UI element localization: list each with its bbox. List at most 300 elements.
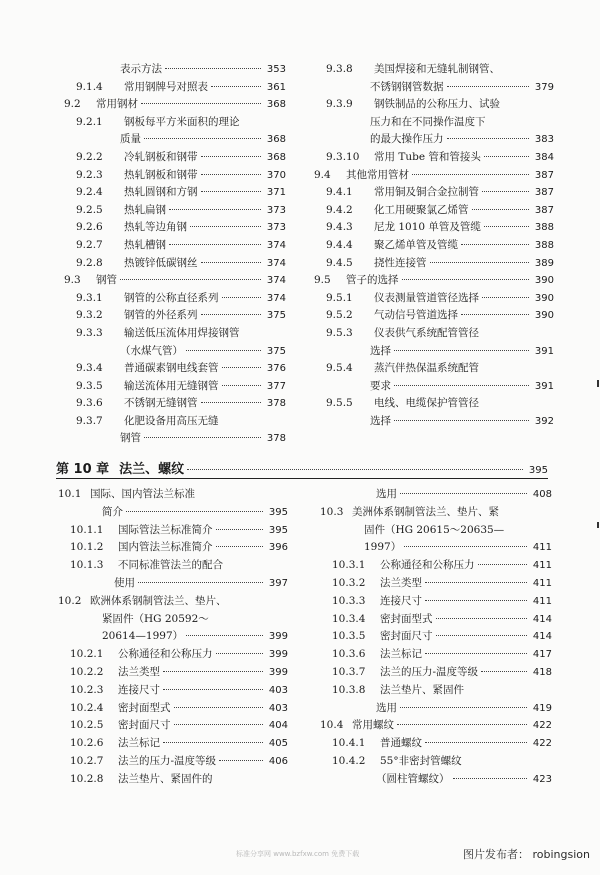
toc-entry-title: 尼龙 1010 单管及管缆 [374,221,481,234]
toc-entry-page: 374 [266,292,286,304]
toc-entry-number: 9.2.7 [76,238,103,251]
toc-entry [58,683,288,701]
toc-entry [64,203,286,221]
toc-entry-title: 法兰的压力-温度等级 [380,665,479,678]
toc-entry-number: 10.4.1 [332,737,366,750]
toc-column-ch9-left [64,62,286,449]
toc-entry-page: 388 [534,222,554,234]
toc-entry-number: 10.3.4 [332,612,366,625]
toc-entry-title: 化工用硬聚氯乙烯管 [374,203,469,216]
toc-entry-number: 9.2.5 [76,203,103,216]
toc-entry [64,291,286,309]
toc-entry-number: 9.3.8 [326,63,353,75]
toc-leader-dots [216,546,264,547]
toc-entry-title: 要求 [370,379,391,392]
toc-column-ch9-right [314,62,554,431]
toc-leader-dots [222,367,262,368]
toc-entry [314,97,554,115]
toc-entry-title: 仪表测量管道管径选择 [374,291,479,304]
toc-entry [314,291,554,309]
toc-entry [314,396,554,414]
toc-entry-page: 403 [268,702,288,714]
toc-entry-page: 396 [268,542,288,554]
toc-entry [64,379,286,397]
toc-leader-dots [481,671,527,672]
toc-entry-page: 374 [266,275,286,287]
toc-entry-page: 373 [266,204,286,216]
toc-entry-page: 374 [266,239,286,251]
toc-leader-dots [478,564,528,565]
toc-entry-number: 9.1.4 [76,80,103,93]
toc-entry-title: 常用螺纹 [352,719,394,732]
toc-entry-number: 10.4.2 [332,754,366,767]
toc-entry-title: 钢管的公称直径系列 [124,291,219,304]
toc-entry [58,612,288,630]
toc-leader-dots [163,671,263,672]
toc-leader-dots [141,103,261,104]
toc-entry-number: 10.2 [58,594,82,607]
toc-entry-page: 377 [266,380,286,392]
toc-entry-number: 10.2.3 [70,683,104,696]
toc-entry-number: 9.4.5 [326,256,353,269]
toc-entry-title: 热轧圆钢和方钢 [124,186,198,199]
toc-leader-dots [222,297,262,298]
toc-entry-title: 热轧钢板和钢带 [124,168,198,181]
toc-entry-page: 370 [266,169,286,181]
toc-entry-title: 蒸汽伴热保温系统配管 [374,362,479,375]
toc-entry [320,701,552,719]
toc-entry-number: 9.4.4 [326,238,353,251]
toc-entry-page: 361 [266,81,286,93]
toc-entry-title: 冷轧钢板和钢带 [124,150,198,163]
toc-leader-dots [219,760,263,761]
toc-leader-dots [174,724,264,725]
toc-entry-number: 9.2.8 [76,256,103,269]
toc-entry-title: 钢板每平方米面积的理论 [124,115,240,128]
toc-entry [314,80,554,98]
toc-entry-number: 9.4.2 [326,203,353,216]
toc-entry-number: 9.2.6 [76,221,103,234]
toc-entry-page: 368 [266,134,286,146]
toc-entry [58,558,288,576]
toc-entry-number: 9.3.5 [76,379,103,392]
page-edge-mark [597,380,599,387]
toc-leader-dots [186,350,261,351]
toc-leader-dots [163,689,263,690]
toc-entry [320,718,552,736]
toc-entry [320,540,552,558]
toc-entry-number: 10.3.5 [332,630,366,643]
toc-entry [314,203,554,221]
toc-leader-dots [472,209,530,210]
toc-entry-title: 法兰类型 [380,576,422,589]
toc-entry [64,132,286,150]
toc-entry-page: 411 [532,595,552,607]
toc-entry-number: 9.3.6 [76,397,103,410]
toc-entry-page: 368 [266,99,286,111]
toc-entry-title: 欧洲体系钢制管法兰、垫片、 [90,594,227,607]
toc-entry-title: 的最大操作压力 [370,133,444,146]
toc-entry-title: 20614—1997） [102,630,184,643]
toc-entry-title: 选择 [370,344,391,357]
toc-entry [314,273,554,291]
toc-entry-page: 399 [268,649,288,661]
toc-entry-title: 不锈钢无缝钢管 [124,397,198,410]
toc-entry [320,523,552,541]
toc-leader-dots [447,86,530,87]
toc-entry-title: 输送低压流体用焊接钢管 [124,326,240,339]
toc-entry [320,665,552,683]
toc-entry-title: 聚乙烯单管及管缆 [374,238,458,251]
toc-entry-page: 376 [266,363,286,375]
toc-entry-number: 10.1.2 [70,541,104,554]
toc-entry [58,736,288,754]
toc-entry-title: 热轧扁钢 [124,203,166,216]
toc-entry-number: 9.3.9 [326,98,353,111]
toc-leader-dots [394,420,529,421]
toc-entry-number: 9.3.2 [76,309,103,322]
toc-entry [320,754,552,772]
toc-entry-page: 390 [534,310,554,322]
toc-entry-title: 质量 [120,133,141,146]
toc-entry-page: 411 [532,542,552,554]
toc-entry-page: 389 [534,257,554,269]
toc-leader-dots [201,314,262,315]
toc-entry-number: 9.3.3 [76,326,103,339]
toc-entry-page: 423 [532,773,552,785]
toc-entry [314,344,554,362]
toc-entry [320,558,552,576]
toc-entry [314,132,554,150]
toc-leader-dots [400,493,527,494]
toc-entry [64,396,286,414]
toc-entry-page: 375 [266,310,286,322]
toc-entry-number: 10.3.2 [332,576,366,589]
toc-entry-title: 化肥设备用高压无缝 [124,414,219,427]
toc-entry-number: 10.3.1 [332,559,366,572]
toc-entry-title: 法兰类型 [118,665,160,678]
toc-entry [64,168,286,186]
toc-entry-title: 密封面尺寸 [380,630,433,643]
toc-entry-page: 404 [268,720,288,732]
toc-entry-page: 392 [534,415,554,427]
toc-leader-dots [425,653,527,654]
toc-entry-page: 399 [268,666,288,678]
toc-entry-page: 378 [266,398,286,410]
toc-entry [314,150,554,168]
toc-entry-page: 411 [532,560,552,572]
toc-entry-page: 397 [268,577,288,589]
toc-leader-dots [397,724,527,725]
toc-entry-number: 10.2.1 [70,648,104,661]
toc-entry-page: 391 [534,345,554,357]
toc-entry [64,62,286,80]
toc-entry-number: 10.3.7 [332,665,366,678]
toc-entry-page: 405 [268,738,288,750]
toc-entry-page: 419 [532,702,552,714]
toc-entry [314,414,554,432]
toc-entry-title: 国内管法兰标准简介 [118,541,213,554]
toc-leader-dots [402,279,530,280]
toc-leader-dots [201,174,262,175]
toc-entry-page: 387 [534,204,554,216]
toc-entry-number: 10.2.4 [70,701,104,714]
toc-entry [64,238,286,256]
toc-entry [320,647,552,665]
toc-entry-title: 其他常用管材 [346,168,409,181]
toc-entry-title: 密封面型式 [380,612,433,625]
toc-entry [314,238,554,256]
toc-entry-number: 9.3 [64,274,81,287]
toc-entry-page: 378 [266,433,286,445]
toc-entry-page: 388 [534,239,554,251]
toc-entry-page: 390 [534,292,554,304]
toc-entry-number: 9.5.5 [326,397,353,410]
toc-entry-title: 美国焊接和无缝轧制钢管、 [374,63,500,75]
toc-entry-title: 选用 [376,701,397,714]
toc-entry [320,736,552,754]
toc-entry-number: 9.3.1 [76,291,103,304]
toc-leader-dots [144,138,261,139]
toc-entry [314,185,554,203]
footer-watermark: 标准分享网 www.bzfxw.com 免费下载 [236,850,360,858]
toc-entry-title: 法兰标记 [380,648,422,661]
toc-entry-title: 不同标准管法兰的配合 [118,559,223,572]
toc-entry [320,594,552,612]
toc-leader-dots [138,582,263,583]
toc-entry-title: 仪表供气系统配管管径 [374,326,479,339]
toc-entry-title: 普通碳素钢电线套管 [124,362,219,375]
toc-entry-page: 371 [266,187,286,199]
page-edge-mark [597,522,599,528]
toc-entry [314,256,554,274]
toc-entry [58,754,288,772]
toc-entry-number: 10.2.8 [70,772,104,785]
toc-entry-number: 10.2.5 [70,719,104,732]
toc-leader-dots [453,778,528,779]
toc-entry-page: 379 [534,81,554,93]
toc-entry-page: 418 [532,666,552,678]
toc-entry-title: 热镀锌低碳钢丝 [124,256,198,269]
toc-entry [58,487,288,505]
toc-entry-title: 挠性连接管 [374,256,427,269]
toc-entry [58,647,288,665]
toc-entry-title: 1997） [364,541,402,554]
toc-entry-page: 422 [532,720,552,732]
toc-entry-title: 紧固件（HG 20592～ [102,612,209,625]
toc-entry [314,115,554,133]
toc-entry-title: 选择 [370,414,391,427]
toc-leader-dots [126,511,263,512]
publisher-credit: 图片发布者： robingsion [463,848,590,861]
toc-entry [58,665,288,683]
toc-entry-title: 普通螺纹 [380,737,422,750]
toc-entry-title: 使用 [114,576,135,589]
toc-entry-page: 422 [532,738,552,750]
toc-entry [320,772,552,790]
toc-entry-number: 9.2.2 [76,150,103,163]
toc-entry-title: 热轧等边角钢 [124,221,187,234]
toc-entry-number: 9.2.3 [76,168,103,181]
toc-column-ch10-left [58,487,288,790]
toc-entry-number: 9.2 [64,98,81,111]
toc-entry-title: 法兰垫片、紧固件 [380,683,464,696]
toc-entry [64,115,286,133]
toc-entry-title: 连接尺寸 [380,594,422,607]
toc-entry [64,150,286,168]
toc-entry [64,344,286,362]
toc-leader-dots [216,529,264,530]
toc-entry [320,487,552,505]
toc-leader-dots [447,138,530,139]
toc-entry-page: 414 [532,631,552,643]
toc-entry [320,505,552,523]
toc-entry-title: 法兰标记 [118,737,160,750]
toc-entry-number: 10.2.2 [70,665,104,678]
chapter-divider [56,478,548,479]
toc-entry [64,308,286,326]
toc-leader-dots [201,402,262,403]
toc-entry-title: 热轧槽钢 [124,238,166,251]
toc-entry-number: 10.1.3 [70,559,104,572]
toc-entry-page: 368 [266,151,286,163]
toc-entry [314,361,554,379]
toc-entry-number: 9.2.1 [76,115,103,128]
toc-leader-dots [400,707,527,708]
toc-entry-title: 美洲体系钢制管法兰、垫片、紧 [352,505,499,518]
toc-entry-title: 公称通径和公称压力 [380,559,475,572]
chapter-10-heading [56,458,548,477]
toc-entry [58,576,288,594]
toc-entry-title: （水煤气管） [120,344,183,357]
toc-entry-number: 10.3.6 [332,648,366,661]
toc-entry-title: 表示方法 [120,63,162,75]
toc-leader-dots [425,600,527,601]
toc-entry-title: 连接尺寸 [118,683,160,696]
toc-entry [64,256,286,274]
toc-entry-number: 10.2.6 [70,737,104,750]
toc-leader-dots [394,385,529,386]
toc-entry [64,97,286,115]
toc-entry-number: 9.5.4 [326,362,353,375]
toc-entry [64,273,286,291]
toc-entry-page: 399 [268,631,288,643]
toc-leader-dots [174,707,264,708]
toc-entry [64,361,286,379]
toc-entry-title: 气动信号管道选择 [374,309,458,322]
toc-entry-title: 管子的选择 [346,274,399,287]
toc-entry-title: 国际、国内管法兰标准 [90,488,195,500]
toc-leader-dots [165,68,261,69]
toc-entry-number: 10.1 [58,488,82,500]
toc-leader-dots [482,297,529,298]
toc-entry [320,683,552,701]
toc-entry-title: 固件（HG 20615～20635— [364,523,505,536]
toc-entry-title: 国际管法兰标准简介 [118,523,213,536]
toc-entry [58,505,288,523]
toc-leader-dots [484,156,529,157]
toc-entry-page: 383 [534,134,554,146]
toc-entry [64,220,286,238]
toc-entry-number: 9.3.7 [76,414,103,427]
toc-entry-number: 9.5.2 [326,309,353,322]
toc-leader-dots [482,191,529,192]
chapter-10-title: 法兰、螺纹 [119,462,185,477]
toc-column-ch10-right [320,487,552,790]
toc-entry-title: 简介 [102,505,123,518]
toc-entry [320,576,552,594]
toc-entry [64,431,286,449]
toc-entry-page: 391 [534,380,554,392]
toc-entry-title: 法兰垫片、紧固件的 [118,772,213,785]
toc-entry-title: 钢铁制品的公称压力、试验 [374,98,500,111]
toc-leader-dots [201,156,262,157]
toc-leader-dots [163,742,263,743]
toc-leader-dots [436,635,528,636]
toc-entry-title: 常用 Tube 管和管接头 [374,150,481,163]
toc-leader-dots [425,742,527,743]
toc-entry-page: 417 [532,649,552,661]
toc-leader-dots [190,226,261,227]
toc-entry-page: 395 [268,506,288,518]
toc-entry-page: 384 [534,151,554,163]
toc-entry-title: 55°非密封管螺纹 [380,754,462,767]
toc-entry-number: 10.3 [320,505,344,518]
toc-leader-dots [201,191,262,192]
toc-entry-title: （圆柱管螺纹） [376,772,450,785]
toc-entry-page: 414 [532,613,552,625]
toc-entry [314,379,554,397]
toc-entry-number: 9.3.10 [326,150,360,163]
toc-leader-dots [394,350,529,351]
toc-entry-page: 353 [266,64,286,75]
toc-leader-dots [144,437,261,438]
toc-entry-page: 403 [268,684,288,696]
toc-entry-title: 法兰的压力-温度等级 [118,754,217,767]
toc-entry [314,220,554,238]
toc-entry-title: 选用 [376,488,397,500]
toc-entry-page: 390 [534,275,554,287]
toc-entry-page: 387 [534,169,554,181]
toc-entry-number: 9.5 [314,274,331,287]
toc-entry-title: 电线、电缆保护管管径 [374,397,479,410]
toc-entry-page: 387 [534,187,554,199]
toc-entry [58,629,288,647]
toc-leader-dots [120,279,261,280]
toc-entry-page: 374 [266,257,286,269]
toc-entry-title: 密封面型式 [118,701,171,714]
toc-entry-number: 9.4.3 [326,221,353,234]
toc-entry [58,594,288,612]
toc-entry-page: 406 [268,755,288,767]
chapter-10-leader [187,469,523,470]
toc-entry [64,326,286,344]
toc-entry-number: 9.5.3 [326,326,353,339]
toc-leader-dots [461,244,529,245]
toc-entry-title: 钢管的外径系列 [124,309,198,322]
toc-leader-dots [404,546,527,547]
toc-entry [320,612,552,630]
toc-leader-dots [436,618,528,619]
toc-entry-page: 411 [532,577,552,589]
toc-entry-number: 10.3.8 [332,683,366,696]
toc-entry-number: 9.4 [314,168,331,181]
toc-entry [64,414,286,432]
toc-entry-title: 不锈钢钢管数据 [370,80,444,93]
toc-entry-page: 375 [266,345,286,357]
toc-entry [320,629,552,647]
toc-leader-dots [211,86,261,87]
